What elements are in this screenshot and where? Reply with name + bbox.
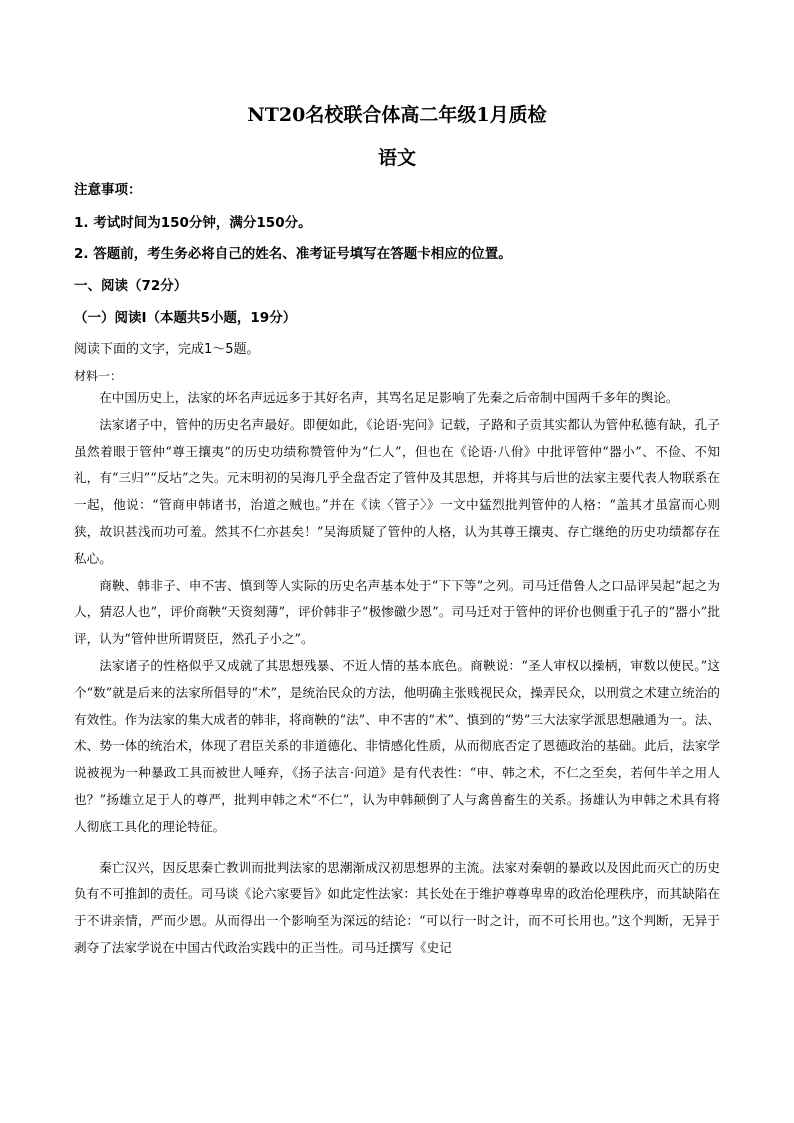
note-item-2: 2. 答题前，考生务必将自己的姓名、准考证号填写在答题卡相应的位置。 [74, 246, 512, 262]
exam-title: NT20名校联合体高二年级1月质检 [247, 104, 547, 126]
passage-paragraph: 商鞅、韩非子、申不害、慎到等人实际的历史名声基本处于“下下等”之列。司马迁借鲁人之口品评吴起“起之为人，猜忍人也”，评价商鞅“天资刻薄”，评价韩非子“极惨礉少恩”。司马迁对于管仲的评价也侧重于孔子的“器小”批评，认为“管仲世所谓贤臣，然孔子小之”。 [74, 577, 720, 647]
passage-paragraph: 秦亡汉兴，因反思秦亡教训而批判法家的思潮渐成汉初思想界的主流。法家对秦朝的暴政以及因此而灭亡的历史负有不可推卸的责任。司马谈《论六家要旨》如此定性法家：其长处在于维护尊尊卑卑的政治伦理秩序，而其缺陷在于不讲亲情，严而少恩。从而得出一个影响至为深远的结论：“可以行一时之计，而不可长用也。”这个判断，无异于剥夺了法家学说在中国古代政治实践中的正当性。司马迁撰写《史记 [74, 859, 720, 955]
passage-paragraph: 法家诸子的性格似乎又成就了其思想残暴、不近人情的基本底色。商鞅说：“圣人审权以操柄，审数以使民。”这个“数”就是后来的法家所倡导的“术”，是统治民众的方法，他明确主张贱视民众，操弄民众，以刑赏之术建立统治的有效性。作为法家的集大成者的韩非，将商鞅的“法”、申不害的“术”、慎到的“势”三大法家学派思想融通为一。法、术、势一体的统治术，体现了君臣关系的非道德化、非情感化性质，从而彻底否定了恩德政治的基础。此后，法家学说被视为一种暴政工具而被世人唾弃，《扬子法言·问道》是有代表性：“申、韩之术，不仁之至矣，若何牛羊之用人也？”扬雄立足于人的尊严，批判申韩之术“不仁”，认为申韩颠倒了人与禽兽畜生的关系。扬雄认为申韩之术具有将人彻底工具化的理论特征。 [74, 657, 720, 834]
notes-heading: 注意事项： [74, 182, 142, 198]
passage-body [74, 385, 720, 962]
section-subheading: （一）阅读Ⅰ（本题共5小题，19分） [74, 310, 297, 326]
passage-paragraph: 法家诸子中，管仲的历史名声最好。即便如此，《论语·宪问》记载，子路和子贡其实都认为管仲私德有缺，孔子虽然着眼于管仲“尊王攘夷”的历史功绩称赞管仲为“仁人”，但也在《论语·八佾》中批评管仲“器小”、不俭、不知礼，有“三归”“反坫”之失。元末明初的吴海几乎全盘否定了管仲及其思想，并将其与后世的法家主要代表人物联系在一起，他说：“管商申韩诸书，治道之贼也。”并在《读〈管子〉》一文中猛烈批判管仲的人格：“盖其才虽富而心则狭，故识甚浅而功可羞。然其不仁亦甚矣！”吴海质疑了管仲的人格，认为其尊王攘夷、存亡继绝的历史功绩都存在私心。 [74, 416, 720, 566]
subject-title: 语文 [377, 147, 416, 169]
instruction-text: 阅读下面的文字，完成1～5题。 [74, 342, 260, 357]
material-label: 材料一： [74, 369, 123, 383]
note-item-1: 1. 考试时间为150分钟，满分150分。 [74, 215, 312, 231]
passage-paragraph: 在中国历史上，法家的坏名声远远多于其好名声，其骂名足足影响了先秦之后帝制中国两千多年的舆论。 [99, 390, 679, 405]
section-heading: 一、阅读（72分） [74, 278, 188, 294]
